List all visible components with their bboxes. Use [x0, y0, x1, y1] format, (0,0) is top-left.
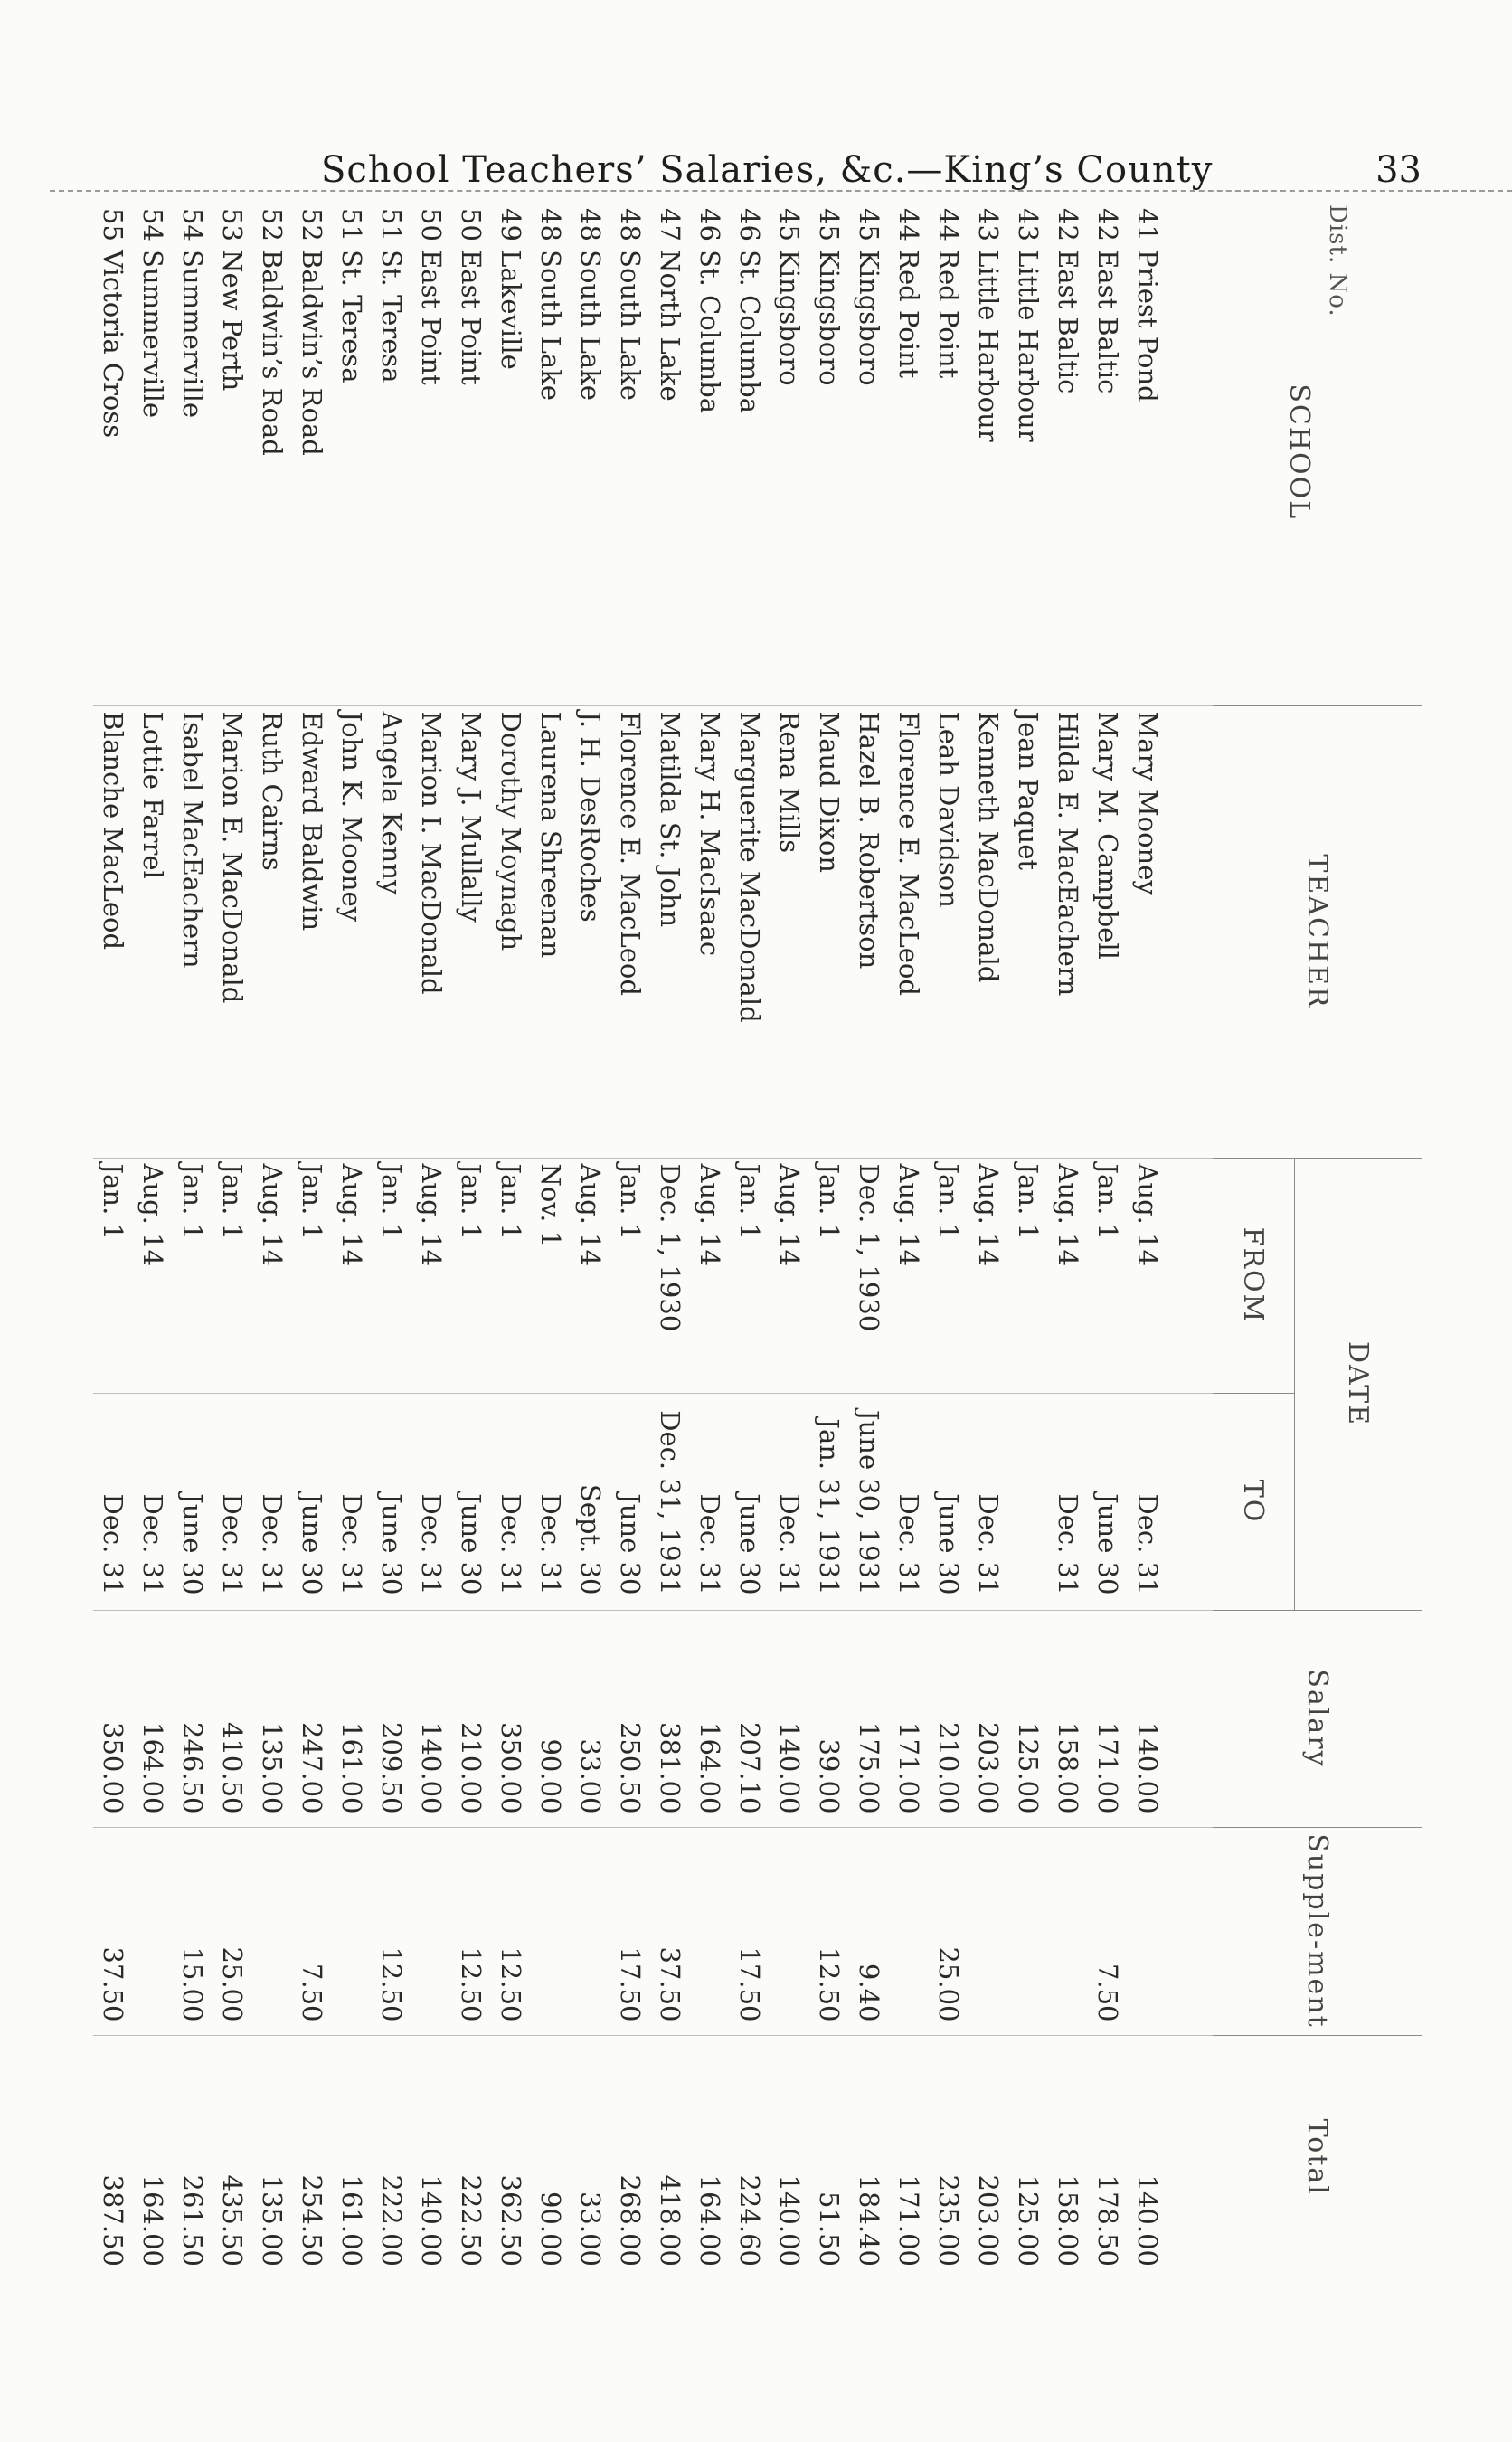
- row-from: Jan. 1: [1088, 1158, 1128, 1393]
- row-from: Nov. 1: [531, 1158, 571, 1393]
- row-school: 48 South Lake: [610, 199, 650, 705]
- row-supplement: 9.40: [849, 1827, 889, 2035]
- row-school: 44 Red Point: [929, 199, 969, 705]
- row-from: Aug. 14: [1128, 1158, 1213, 1393]
- row-supplement: [133, 1827, 173, 2035]
- table-row: [809, 199, 849, 2279]
- row-to: [1008, 1393, 1048, 1610]
- row-total: 362.50: [496, 2174, 526, 2267]
- table-row: [929, 199, 969, 2279]
- row-supplement: 17.50: [730, 1827, 770, 2035]
- row-school: 44 Red Point: [889, 199, 929, 705]
- row-from: Jan. 1: [491, 1158, 531, 1393]
- table-row: [372, 199, 411, 2279]
- row-to: Dec. 31: [491, 1393, 531, 1610]
- row-supplement: [770, 1827, 809, 2035]
- row-salary: 350.00: [93, 1610, 133, 1827]
- row-total: 178.50: [1092, 2174, 1123, 2267]
- row-school: 52 Baldwin’s Road: [292, 199, 332, 705]
- row-school: 49 Lakeville: [491, 199, 531, 705]
- row-total: 158.00: [1053, 2174, 1083, 2267]
- salary-table: [93, 199, 1422, 2279]
- table-body: [93, 199, 1213, 2279]
- row-total: 268.00: [615, 2174, 646, 2267]
- row-supplement: [889, 1827, 929, 2035]
- row-to: Jan. 31, 1931: [809, 1393, 849, 1610]
- row-from: Jan. 1: [93, 1158, 133, 1393]
- row-teacher: Dorothy Moynagh: [491, 705, 531, 1158]
- col-supplement-header: Supple-ment: [1213, 1827, 1422, 2035]
- row-total: 135.00: [257, 2174, 288, 2267]
- row-supplement: [571, 1827, 610, 2035]
- row-teacher: Leah Davidson: [929, 705, 969, 1158]
- row-total: 164.00: [137, 2174, 168, 2267]
- row-from: Aug. 14: [252, 1158, 292, 1393]
- row-salary: 209.50: [372, 1610, 411, 1827]
- row-supplement: 17.50: [610, 1827, 650, 2035]
- row-supplement: [531, 1827, 571, 2035]
- row-from: Jan. 1: [451, 1158, 491, 1393]
- row-to: June 30: [292, 1393, 332, 1610]
- row-teacher: Angela Kenny: [372, 705, 411, 1158]
- row-to: Dec. 31: [889, 1393, 929, 1610]
- col-date-header: DATE: [1295, 1158, 1422, 1610]
- row-teacher: Florence E. MacLeod: [889, 705, 929, 1158]
- row-total: 222.50: [456, 2174, 487, 2267]
- row-school: 48 South Lake: [571, 199, 610, 705]
- row-school: 42 East Baltic: [1088, 199, 1128, 705]
- row-total: 51.50: [814, 2191, 845, 2267]
- row-school: 42 East Baltic: [1048, 199, 1088, 705]
- row-salary: 246.50: [173, 1610, 213, 1827]
- row-school: 43 Little Harbour: [969, 199, 1008, 705]
- row-supplement: [252, 1827, 292, 2035]
- row-from: Aug. 14: [571, 1158, 610, 1393]
- row-teacher: Mary M. Campbell: [1088, 705, 1128, 1158]
- row-teacher: Florence E. MacLeod: [610, 705, 650, 1158]
- row-teacher: Kenneth MacDonald: [969, 705, 1008, 1158]
- row-salary: 210.00: [451, 1610, 491, 1827]
- row-salary: 39.00: [809, 1610, 849, 1827]
- row-school: 54 Summerville: [133, 199, 173, 705]
- row-salary: 171.00: [1088, 1610, 1128, 1827]
- row-school: 54 Summerville: [173, 199, 213, 705]
- row-total: 140.00: [1132, 2174, 1163, 2267]
- row-supplement: [332, 1827, 372, 2035]
- table-row: [610, 199, 650, 2279]
- row-from: Aug. 14: [889, 1158, 929, 1393]
- row-teacher: Hilda E. MacEachern: [1048, 705, 1088, 1158]
- table-row: [1128, 199, 1213, 2279]
- row-school: 48 South Lake: [531, 199, 571, 705]
- row-supplement: 12.50: [372, 1827, 411, 2035]
- row-from: Aug. 14: [690, 1158, 730, 1393]
- row-to: Dec. 31: [1128, 1393, 1213, 1610]
- table-row: [571, 199, 610, 2279]
- table-row: [252, 199, 292, 2279]
- row-salary: 90.00: [531, 1610, 571, 1827]
- row-salary: 203.00: [969, 1610, 1008, 1827]
- row-salary: 161.00: [332, 1610, 372, 1827]
- row-supplement: [411, 1827, 451, 2035]
- row-to: Dec. 31: [332, 1393, 372, 1610]
- row-to: Dec. 31: [1048, 1393, 1088, 1610]
- row-from: Jan. 1: [213, 1158, 252, 1393]
- row-total: 387.50: [98, 2174, 128, 2267]
- row-supplement: 12.50: [491, 1827, 531, 2035]
- row-teacher: Mary H. MacIsaac: [690, 705, 730, 1158]
- table-row: [173, 199, 213, 2279]
- table-row: [411, 199, 451, 2279]
- col-to-header: TO: [1213, 1393, 1295, 1610]
- row-salary: 350.00: [491, 1610, 531, 1827]
- row-school: 41 Priest Pond: [1128, 199, 1213, 705]
- row-supplement: 12.50: [451, 1827, 491, 2035]
- row-supplement: 37.50: [650, 1827, 690, 2035]
- row-teacher: Isabel MacEachern: [173, 705, 213, 1158]
- school-header-label: SCHOOL: [1283, 383, 1315, 521]
- row-teacher: Maud Dixon: [809, 705, 849, 1158]
- row-to: Dec. 31: [531, 1393, 571, 1610]
- row-salary: 381.00: [650, 1610, 690, 1827]
- row-teacher: Mary J. Mullally: [451, 705, 491, 1158]
- row-teacher: Matilda St. John: [650, 705, 690, 1158]
- row-salary: 171.00: [889, 1610, 929, 1827]
- table-row: [650, 199, 690, 2279]
- col-teacher-header: TEACHER: [1213, 705, 1422, 1158]
- row-from: Jan. 1: [929, 1158, 969, 1393]
- table-row: [213, 199, 252, 2279]
- col-school-header: [1213, 199, 1422, 705]
- table-row: [292, 199, 332, 2279]
- row-total: 140.00: [774, 2174, 805, 2267]
- row-teacher: Hazel B. Robertson: [849, 705, 889, 1158]
- table-row: [770, 199, 809, 2279]
- col-salary-header: Salary: [1213, 1610, 1422, 1827]
- row-to: Dec. 31: [93, 1393, 133, 1610]
- row-from: Dec. 1, 1930: [650, 1158, 690, 1393]
- row-teacher: Blanche MacLeod: [93, 705, 133, 1158]
- row-to: June 30: [929, 1393, 969, 1610]
- row-salary: 164.00: [690, 1610, 730, 1827]
- row-to: Sept. 30: [571, 1393, 610, 1610]
- row-supplement: [1008, 1827, 1048, 2035]
- dist-no-header: Dist. No.: [1324, 204, 1351, 317]
- row-teacher: J. H. DesRoches: [571, 705, 610, 1158]
- row-to: Dec. 31: [690, 1393, 730, 1610]
- row-to: June 30: [610, 1393, 650, 1610]
- row-to: June 30, 1931: [849, 1393, 889, 1610]
- row-school: 50 East Point: [451, 199, 491, 705]
- row-supplement: [1048, 1827, 1088, 2035]
- table-row: [332, 199, 372, 2279]
- row-teacher: Ruth Cairns: [252, 705, 292, 1158]
- row-total: 222.00: [376, 2174, 407, 2267]
- row-total: 435.50: [217, 2174, 248, 2267]
- row-supplement: 25.00: [929, 1827, 969, 2035]
- header-rule: [50, 190, 1512, 192]
- table-row: [531, 199, 571, 2279]
- row-from: Aug. 14: [133, 1158, 173, 1393]
- table-row: [491, 199, 531, 2279]
- row-total: 171.00: [893, 2174, 924, 2267]
- row-salary: 158.00: [1048, 1610, 1088, 1827]
- row-from: Jan. 1: [730, 1158, 770, 1393]
- row-from: Aug. 14: [411, 1158, 451, 1393]
- row-school: 47 North Lake: [650, 199, 690, 705]
- row-school: 51 St. Teresa: [372, 199, 411, 705]
- row-supplement: 7.50: [1088, 1827, 1128, 2035]
- row-teacher: Marguerite MacDonald: [730, 705, 770, 1158]
- table-row: [849, 199, 889, 2279]
- row-supplement: 15.00: [173, 1827, 213, 2035]
- row-to: Dec. 31: [133, 1393, 173, 1610]
- row-supplement: [1128, 1827, 1213, 2035]
- row-total: 235.00: [933, 2174, 964, 2267]
- table-row: [1008, 199, 1048, 2279]
- row-teacher: Marion E. MacDonald: [213, 705, 252, 1158]
- row-supplement: 7.50: [292, 1827, 332, 2035]
- row-teacher: Lottie Farrel: [133, 705, 173, 1158]
- row-salary: 410.50: [213, 1610, 252, 1827]
- page-number: 33: [1375, 149, 1422, 191]
- row-to: June 30: [451, 1393, 491, 1610]
- row-to: June 30: [730, 1393, 770, 1610]
- row-from: Aug. 14: [332, 1158, 372, 1393]
- row-supplement: [690, 1827, 730, 2035]
- row-from: Aug. 14: [1048, 1158, 1088, 1393]
- row-school: 46 St. Columba: [730, 199, 770, 705]
- row-total: 161.00: [336, 2174, 367, 2267]
- row-from: Jan. 1: [173, 1158, 213, 1393]
- row-from: Jan. 1: [372, 1158, 411, 1393]
- col-total-header: Total: [1301, 2118, 1333, 2196]
- row-to: June 30: [1088, 1393, 1128, 1610]
- row-teacher: Edward Baldwin: [292, 705, 332, 1158]
- row-salary: 33.00: [571, 1610, 610, 1827]
- row-total: 418.00: [655, 2174, 685, 2267]
- table-row: [1048, 199, 1088, 2279]
- table-row: [889, 199, 929, 2279]
- row-salary: 210.00: [929, 1610, 969, 1827]
- row-from: Jan. 1: [610, 1158, 650, 1393]
- row-teacher: John K. Mooney: [332, 705, 372, 1158]
- col-from-header: FROM: [1213, 1158, 1295, 1393]
- row-total: 184.40: [854, 2174, 884, 2267]
- table-row: [690, 199, 730, 2279]
- table-row: [730, 199, 770, 2279]
- row-to: Dec. 31, 1931: [650, 1393, 690, 1610]
- row-from: Jan. 1: [292, 1158, 332, 1393]
- row-to: Dec. 31: [770, 1393, 809, 1610]
- row-to: June 30: [372, 1393, 411, 1610]
- row-school: 51 St. Teresa: [332, 199, 372, 705]
- page-title: School Teachers’ Salaries, &c.—King’s County: [321, 149, 1214, 191]
- row-supplement: 37.50: [93, 1827, 133, 2035]
- row-total: 254.50: [297, 2174, 327, 2267]
- row-total: 164.00: [695, 2174, 725, 2267]
- row-salary: 250.50: [610, 1610, 650, 1827]
- row-salary: 175.00: [849, 1610, 889, 1827]
- row-salary: 247.00: [292, 1610, 332, 1827]
- row-supplement: [969, 1827, 1008, 2035]
- row-total: 224.60: [734, 2174, 765, 2267]
- row-teacher: Rena Mills: [770, 705, 809, 1158]
- row-school: 46 St. Columba: [690, 199, 730, 705]
- table-row: [133, 199, 173, 2279]
- row-school: 43 Little Harbour: [1008, 199, 1048, 705]
- row-school: 45 Kingsboro: [770, 199, 809, 705]
- row-total: 140.00: [416, 2174, 447, 2267]
- table-row: [1088, 199, 1128, 2279]
- table-row: [93, 199, 133, 2279]
- row-teacher: Mary Mooney: [1128, 705, 1213, 1158]
- row-total: 261.50: [177, 2174, 208, 2267]
- row-salary: 140.00: [411, 1610, 451, 1827]
- row-from: Aug. 14: [969, 1158, 1008, 1393]
- row-to: June 30: [173, 1393, 213, 1610]
- row-teacher: Jean Paquet: [1008, 705, 1048, 1158]
- table-row: [451, 199, 491, 2279]
- row-to: Dec. 31: [969, 1393, 1008, 1610]
- row-to: Dec. 31: [252, 1393, 292, 1610]
- row-salary: 135.00: [252, 1610, 292, 1827]
- row-teacher: Marion I. MacDonald: [411, 705, 451, 1158]
- row-to: Dec. 31: [411, 1393, 451, 1610]
- row-to: Dec. 31: [213, 1393, 252, 1610]
- row-school: 52 Baldwin’s Road: [252, 199, 292, 705]
- row-from: Dec. 1, 1930: [849, 1158, 889, 1393]
- row-teacher: Laurena Shreenan: [531, 705, 571, 1158]
- row-from: Jan. 1: [1008, 1158, 1048, 1393]
- row-total: 90.00: [535, 2191, 566, 2267]
- row-salary: 164.00: [133, 1610, 173, 1827]
- salary-table-rotated: [98, 199, 1422, 2279]
- row-salary: 140.00: [770, 1610, 809, 1827]
- row-school: 55 Victoria Cross: [93, 199, 133, 705]
- row-salary: 125.00: [1008, 1610, 1048, 1827]
- row-total: 33.00: [575, 2191, 606, 2267]
- row-from: Aug. 14: [770, 1158, 809, 1393]
- row-school: 53 New Perth: [213, 199, 252, 705]
- row-supplement: 12.50: [809, 1827, 849, 2035]
- row-school: 50 East Point: [411, 199, 451, 705]
- row-salary: 207.10: [730, 1610, 770, 1827]
- table-row: [969, 199, 1008, 2279]
- row-supplement: 25.00: [213, 1827, 252, 2035]
- row-school: 45 Kingsboro: [849, 199, 889, 705]
- row-total: 125.00: [1013, 2174, 1044, 2267]
- row-total: 203.00: [973, 2174, 1004, 2267]
- page-header: [271, 149, 1422, 194]
- row-salary: 140.00: [1128, 1610, 1213, 1827]
- row-school: 45 Kingsboro: [809, 199, 849, 705]
- row-from: Jan. 1: [809, 1158, 849, 1393]
